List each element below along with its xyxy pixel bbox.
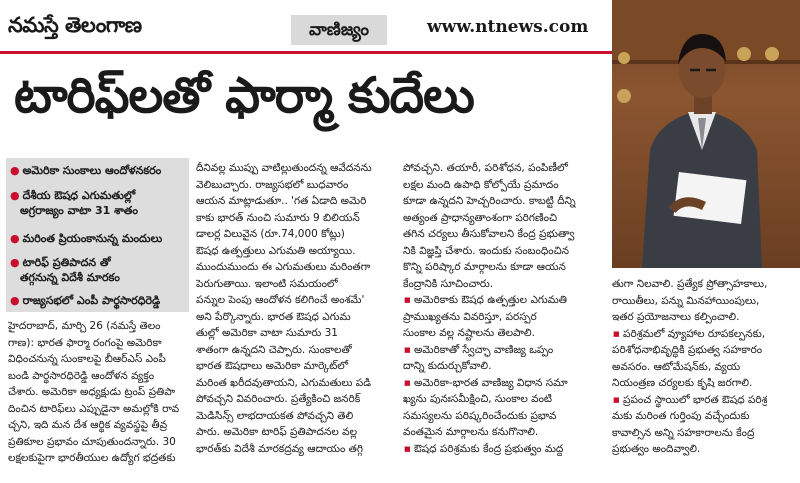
highlight-item: ● అమెరికా సుంకాలు ఆందోళనకరం (10, 164, 188, 177)
bullet-point: ■ ప్రపంచ స్థాయిలో భారత ఔషధ పరిశ్ర (612, 392, 767, 409)
text-line: హైదరాబాద్, మార్చి 26 (నమస్తే తెలం (8, 320, 161, 332)
text-line: కావాల్సిన అన్ని సహకారాలను కేంద్ర (612, 426, 755, 439)
text-line: భారత్‌కు విదేశీ మారకద్రవ్య ఆదాయం తగ్గి (196, 442, 363, 455)
text-line: కూడా ఉన్నదని హెచ్చరించారు. కాబట్టి దీన్ని (403, 195, 576, 207)
masthead-strip (0, 0, 612, 52)
text-line: అత్యంత ప్రాధాన్యతాంశంగా పరిగణించి (403, 211, 558, 224)
text-line: కాకు భారత్ నుంచి సుమారు 9 బిలియన్ (196, 211, 360, 224)
column-3 (403, 160, 576, 457)
text-line: లక్షలకుపైగా భారతీయుల ఉద్యోగ భద్రతకు (8, 452, 176, 464)
column-1 (8, 318, 179, 467)
highlight-item: ● దేశీయ ఔషధ ఎగుమతుల్లో (10, 189, 188, 202)
seat-ornament (618, 52, 630, 64)
text-line: మరింత ఖరీదవుతాయని, ఎగుమతులు పడి (196, 376, 372, 389)
text-line: సమస్యలను పరిష్కరించేందుకు ప్రభావ (403, 409, 557, 422)
text-line: పన్నుల పెంపు ఆందోళన కలిగించే అంశమే' (196, 294, 365, 306)
text-line: పెరుగుతాయి. ఇలాంటి సమయంలో (196, 277, 338, 290)
text-line: దాన్ని కుదుర్చుకోవాలి. (403, 360, 492, 372)
text-line: మెడిసిన్స్ లాభదాయకత పోవచ్చని తెలి (196, 409, 354, 422)
text-line: మకు మరింత గుర్తింపు వచ్చేందుకు (612, 410, 750, 422)
paper-name: నమస్తే తెలంగాణ (8, 13, 142, 37)
text-line: తగిన చర్యలు తీసుకోవాలని కేంద్ర ప్రభుత్వా (403, 228, 575, 240)
bullet-point: ■ ఔషధ పరిశ్రమకు కేంద్ర ప్రభుత్వం మద్ద (403, 441, 576, 458)
text-line: బండి పార్థసారధిరెడ్డి ఆందోళన వ్యక్తం (8, 369, 155, 382)
site-url: www.ntnews.com (427, 17, 589, 37)
masthead-divider (0, 51, 612, 54)
text-line: విధించనున్న సుంకాలపై బీఆర్ఎస్ ఎంపీ (8, 353, 166, 365)
text-line: డాలర్ల విలువైన (రూ.74,000 కోట్లు) (196, 228, 345, 240)
text-line: సుంకాల వల్ల నష్టాలను తెలపాలి. (403, 327, 535, 339)
text-line: పోవచ్చని. తయారీ, పరిశోధన, పంపిణీలో (403, 162, 568, 174)
highlight-item: ● రాజ్యసభలో ఎంపీ పార్థసారధిరెడ్డి (10, 294, 188, 307)
text-line: ఆయన మాట్లాడుతూ.. 'గత ఏడాది అమెరి (196, 195, 367, 207)
text-line: భారత ఔషధాలు అమెరికా మార్కెట్‌లో (196, 360, 349, 372)
text-line: ఖ్యను పునఃసమీక్షించి, సుంకాల వంటి (403, 393, 553, 405)
highlight-item-cont: అగ్రరాజ్యం వాటా 31 శాతం (20, 204, 138, 217)
text-line: అవసరం. ఆటోమేషన్‌కు, వ్యయ (612, 360, 741, 373)
text-line: చ్చని, ఇది మన దేశ ఆర్థిక వ్యవస్థపై తీవ్ర (8, 419, 168, 431)
text-line: ఇతర ప్రయోజనాలు కల్పించాలి. (612, 311, 740, 323)
text-line: తుగా నిలవాలి. ప్రత్యేక ప్రోత్సాహకాలు, (612, 278, 768, 290)
text-line: దీనివల్ల ముప్పు వాటిల్లుతుందన్న ఆవేదనను (196, 162, 372, 174)
text-line: వంతమైన మార్గాలను కనుగొనాలి. (403, 426, 539, 438)
text-line: శాతంగా ఉన్నదని చెప్పారు. సుంకాలతో (196, 343, 352, 356)
text-line: చేశారు. అమెరికా అధ్యక్షుడు ట్రంప్ ప్రతిపా (8, 386, 176, 398)
text-line: నికి విజ్ఞప్తి చేశారు. ఇందుకు సంబంధించిన (403, 244, 570, 257)
text-line: ప్రతికూల ప్రభావం చూపుతుందన్నారు. 30 (8, 435, 176, 448)
bullet-point: ■ అమెరికాకు ఔషధ ఉత్పత్తుల ఎగుమతి (403, 292, 576, 309)
bullet-point: ■ అమెరికాతో స్వేచ్ఛా వాణిజ్య ఒప్పం (403, 342, 576, 359)
section-label: వాణిజ్యం (291, 15, 387, 45)
bullet-point: ■ పరిశ్రమలో వ్యూహాల రూపకల్పనకు, (612, 326, 767, 343)
text-line: కొన్ని పరిష్కార మార్గాలను కూడా ఆయన (403, 261, 566, 273)
text-line: నియంత్రణ చర్యలకు కృషి జరగాలి. (612, 377, 753, 389)
highlight-item: ● మరింత ప్రియంకానున్న మందులు (10, 232, 188, 245)
column-2 (196, 160, 372, 457)
seat-ornament (765, 47, 779, 61)
seat-ornament (617, 89, 631, 103)
text-line: దించిన టారిఫ్‌లు ఎప్పుడైనా అమల్లోకి రావ (8, 402, 180, 415)
text-line: ప్రాముఖ్యతను వివరిస్తూ, పరస్పర (403, 310, 537, 323)
text-line: ప్రభుత్వం అందివ్వాలి. (612, 443, 701, 455)
text-line: పోవచ్చని వివరించారు. ప్రత్యేకించి జనరిక్ (196, 393, 361, 405)
text-line: కేంద్రానికి సూచించారు. (403, 277, 494, 290)
speaker-illustration (612, 0, 800, 268)
text-line: ముందుముందు ఈ ఎగుమతులు మరింతగా (196, 261, 371, 273)
bullet-point: ■ అమెరికా-భారత వాణిజ్య విధాన సమా (403, 375, 576, 392)
text-line: పరిశోధనాభివృద్ధికి ప్రభుత్వ సహకారం (612, 344, 763, 356)
column-4 (612, 276, 767, 458)
text-line: రాయితీలు, పన్ను మినహాయింపులు, (612, 294, 760, 307)
text-line: తుల్లో అమెరికా వాటా సుమారు 31 (196, 327, 338, 339)
text-line: అని పేర్కొన్నారు. భారత ఔషధ ఎగుమ (196, 310, 351, 323)
text-line: గాణ): భారత ఫార్మా రంగంపై అమెరికా (8, 336, 162, 349)
text-line: లక్షల మంది ఉపాధి కోల్పోయే ప్రమాదం (403, 178, 559, 191)
text-line: పారు. అమెరికా టారిఫ్ ప్రతిపాదనల వల్ల (196, 426, 358, 438)
seat-ornament (737, 47, 751, 61)
headline: టారిఫ్‌లతో ఫార్మా కుదేలు (14, 67, 474, 124)
highlight-item: ● టారిఫ్ ప్రతిపాదన తో (10, 256, 188, 269)
highlights-box (6, 158, 189, 312)
text-line: వెలిబుచ్చారు. రాజ్యసభలో బుధవారం (196, 178, 349, 191)
mp-photo (612, 0, 800, 268)
highlight-item-cont: తగ్గనున్న విదేశీ మారకం (20, 271, 120, 284)
text-line: ఔషధ ఉత్పత్తులు ఎగుమతి అయ్యాయి. (196, 244, 356, 257)
